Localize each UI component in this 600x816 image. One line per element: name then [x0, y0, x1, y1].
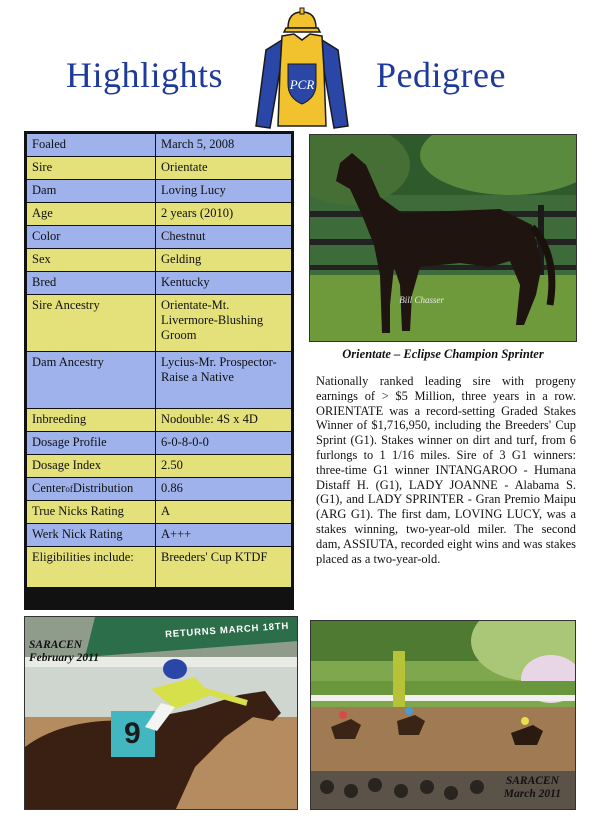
- photo-label-date: February 2011: [29, 652, 99, 664]
- pedigree-value: 0.86: [156, 478, 291, 500]
- pedigree-value: A+++: [156, 524, 291, 546]
- pedigree-value: Nodouble: 4S x 4D: [156, 409, 291, 431]
- pedigree-label: Age: [27, 203, 155, 225]
- pedigree-value: Loving Lucy: [156, 180, 291, 202]
- jockey-silks-logo: [254, 6, 350, 130]
- header-title-pedigree: Pedigree: [376, 55, 506, 95]
- photo-label-march: [504, 775, 561, 801]
- pedigree-row: [27, 455, 291, 477]
- description-paragraph: Nationally ranked leading sire with progeny earnings of > $5 Million, three years in a row. ORIENTATE was a record-setting Graded Stakes Winner of $1,716,950, including the Breeders' Cup Sprint (G1). Stakes winner on dirt and turf, from 6 furlongs to 1 1/16 miles. Sire of 3 G1 winners: three-time G1 winner INTANGAROO - Humana Distaff H. (G1), LADY JOANNE - Alabama S. (G1), and LADY SPRINTER - Gran Premio Maipu (ARG G1). The first dam, LOVING LUCY, was a stakes winning, two-year-old miler. The second dam, ASSIUTA, recorded eight wins and was stakes placed as a two-year-old.: [316, 374, 576, 566]
- pedigree-label: Sire: [27, 157, 155, 179]
- pedigree-value: 6-0-8-0-0: [156, 432, 291, 454]
- pedigree-value: A: [156, 501, 291, 523]
- pedigree-value: Orientate-Mt. Livermore-Blushing Groom: [156, 295, 291, 351]
- pedigree-row: [27, 203, 291, 225]
- pedigree-label: Werk Nick Rating: [27, 524, 155, 546]
- pedigree-table: [24, 131, 294, 610]
- pedigree-value: Lycius-Mr. Prospector-Raise a Native: [156, 352, 291, 408]
- pedigree-label: Sire Ancestry: [27, 295, 155, 351]
- pedigree-value: Gelding: [156, 249, 291, 271]
- photo-saracen-february: [24, 616, 298, 810]
- pedigree-label: True Nicks Rating: [27, 501, 155, 523]
- photo-label-name: SARACEN: [505, 775, 559, 787]
- logo-monogram: PCR: [289, 77, 315, 92]
- pedigree-label: Inbreeding: [27, 409, 155, 431]
- pedigree-value: Chestnut: [156, 226, 291, 248]
- pedigree-value: March 5, 2008: [156, 134, 291, 156]
- pedigree-label: Bred: [27, 272, 155, 294]
- pedigree-row: [27, 524, 291, 546]
- pedigree-label: Dosage Profile: [27, 432, 155, 454]
- photo-caption: Orientate – Eclipse Champion Sprinter: [342, 347, 544, 361]
- pedigree-value: 2.50: [156, 455, 291, 477]
- pedigree-row: [27, 272, 291, 294]
- pedigree-value: Breeders' Cup KTDF: [156, 547, 291, 587]
- pedigree-label: Dosage Index: [27, 455, 155, 477]
- pedigree-label: Foaled: [27, 134, 155, 156]
- rail-banner-text: RETURNS MARCH 18TH: [164, 620, 290, 641]
- pedigree-label: Sex: [27, 249, 155, 271]
- pedigree-row: [27, 226, 291, 248]
- photo-saracen-march: [310, 620, 576, 810]
- photo-label-february: [29, 639, 99, 665]
- pedigree-row: [27, 409, 291, 431]
- pedigree-value: Kentucky: [156, 272, 291, 294]
- pedigree-row: [27, 157, 291, 179]
- pedigree-row: [27, 134, 291, 156]
- pedigree-label: Eligibilities include:: [27, 547, 155, 587]
- pedigree-row: [27, 547, 291, 587]
- pedigree-row: [27, 295, 291, 351]
- pedigree-label: CenterofDistribution: [27, 478, 155, 500]
- pedigree-row: [27, 352, 291, 408]
- photo-signature: Bill Chasser: [399, 295, 444, 305]
- photo-orientate: [309, 134, 577, 342]
- pedigree-row: [27, 249, 291, 271]
- pedigree-value: Orientate: [156, 157, 291, 179]
- photo-label-name: SARACEN: [29, 639, 83, 651]
- pedigree-label: Color: [27, 226, 155, 248]
- saddle-number: 9: [124, 717, 141, 750]
- pedigree-row: [27, 478, 291, 500]
- header-title-highlights: Highlights: [66, 55, 224, 95]
- pedigree-value: 2 years (2010): [156, 203, 291, 225]
- photo-label-date: March 2011: [503, 788, 561, 800]
- pedigree-row: [27, 180, 291, 202]
- pedigree-label: Dam: [27, 180, 155, 202]
- pedigree-row: [27, 501, 291, 523]
- pedigree-row: [27, 432, 291, 454]
- pedigree-label: Dam Ancestry: [27, 352, 155, 408]
